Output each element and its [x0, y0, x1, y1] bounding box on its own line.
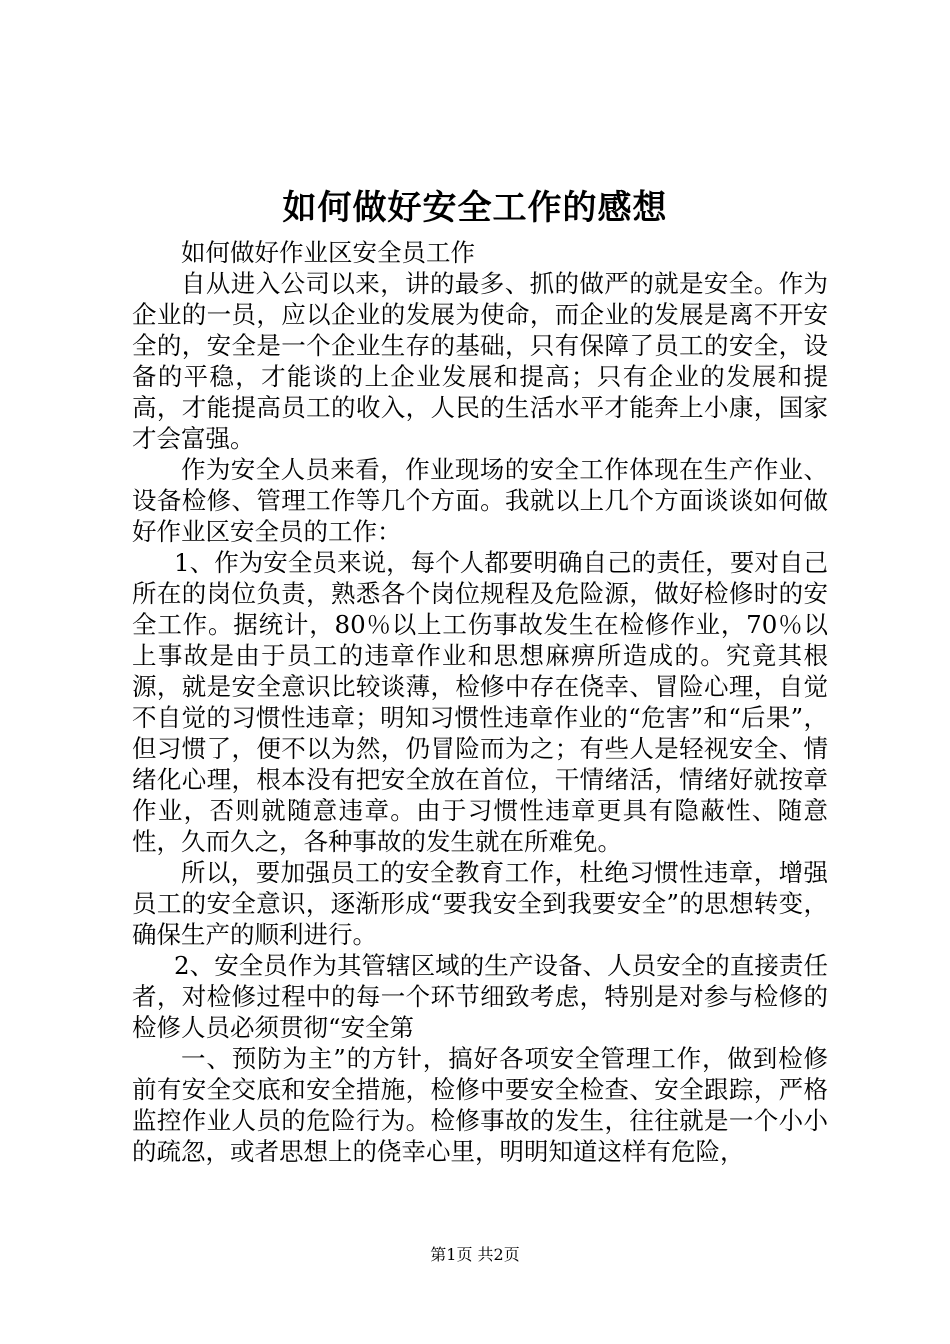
paragraph-intro: 自从进入公司以来，讲的最多、抓的做严的就是安全。作为企业的一员，应以企业的发展为使命，而企业的发展是离不开安全的，安全是一个企业生存的基础，只有保障了员工的安全，设备的平稳，才能谈的上企业发展和提高；只有企业的发展和提高，才能提高员工的收入，人民的生活水平才能奔上小康，国家才会富强。	[132, 269, 828, 453]
paragraph-conclusion-1: 所以，要加强员工的安全教育工作，杜绝习惯性违章，增强员工的安全意识，逐渐形成“要我安全到我要安全”的思想转变，确保生产的顺利进行。	[132, 858, 828, 949]
paragraph-point-1: 1、作为安全员来说，每个人都要明确自己的责任，要对自己所在的岗位负责，熟悉各个岗位规程及危险源，做好检修时的安全工作。据统计，80％以上工伤事故发生在检修作业，70％以上事故是由于员工的违章作业和思想麻痹所造成的。究竟其根源，就是安全意识比较谈薄，检修中存在侥幸、冒险心理，自觉不自觉的习惯性违章；明知习惯性违章作业的“危害”和“后果”，但习惯了，便不以为然，仍冒险而为之；有些人是轻视安全、情绪化心理，根本没有把安全放在首位，干情绪活，情绪好就按章作业，否则就随意违章。由于习惯性违章更具有隐蔽性、随意性，久而久之，各种事故的发生就在所难免。	[132, 548, 828, 856]
paragraph-subtitle: 如何做好作业区安全员工作	[181, 238, 475, 267]
paragraph-aspects: 作为安全人员来看，作业现场的安全工作体现在生产作业、设备检修、管理工作等几个方面。我就以上几个方面谈谈如何做好作业区安全员的工作：	[132, 455, 828, 546]
document-body	[132, 237, 828, 1167]
document-title: 如何做好安全工作的感想	[282, 188, 668, 228]
paragraph-continuation: 一、预防为主”的方针，搞好各项安全管理工作，做到检修前有安全交底和安全措施，检修中要安全检查、安全跟踪，严格监控作业人员的危险行为。检修事故的发生，往往就是一个小小的疏忽，或者思想上的侥幸心里，明明知道这样有危险，	[132, 1044, 828, 1166]
paragraph-point-2: 2、安全员作为其管辖区域的生产设备、人员安全的直接责任者，对检修过程中的每一个环节细致考虑，特别是对参与检修的检修人员必须贯彻“安全第	[132, 951, 828, 1042]
page-number-footer: 第1页 共2页	[430, 1245, 520, 1264]
